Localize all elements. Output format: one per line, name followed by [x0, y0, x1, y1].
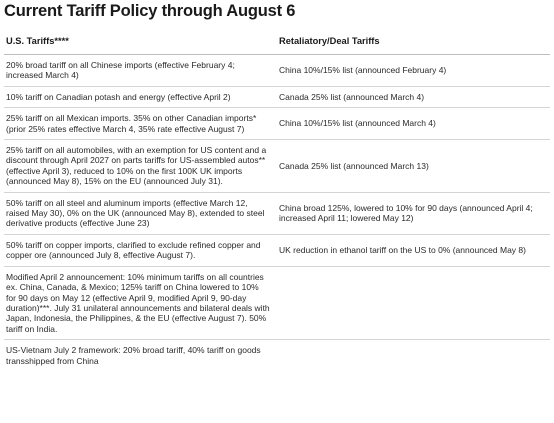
table-row: [4, 86, 550, 107]
retaliatory-tariff-cell: China 10%/15% list (announced February 4): [276, 55, 550, 87]
us-tariff-cell: 25% tariff on all automobiles, with an exemption for US content and a discount through April 2027 on parts tariffs for US-assembled autos** (effective April 3), reduced to 10% on the first 100K UK imports (announced May 8), 15% on the EU (announced July 31).: [4, 140, 276, 193]
retaliatory-tariff-cell: [276, 340, 550, 371]
retaliatory-tariff-cell: Canada 25% list (announced March 4): [276, 86, 550, 107]
us-tariff-cell: 25% tariff on all Mexican imports. 35% on other Canadian imports* (prior 25% rates effective March 4, 35% rate effective August 7): [4, 108, 276, 140]
table-row: [4, 192, 550, 234]
table-row: [4, 340, 550, 371]
table-row: [4, 140, 550, 193]
table-row: [4, 55, 550, 87]
table-row: [4, 108, 550, 140]
us-tariff-cell: US-Vietnam July 2 framework: 20% broad tariff, 40% tariff on goods transshipped from China: [6, 345, 261, 366]
column-header-retaliatory-deal-tariffs: Retaliatory/Deal Tariffs: [276, 30, 550, 55]
column-header-us-tariffs: U.S. Tariffs****: [4, 30, 276, 55]
table-header-row: [4, 30, 550, 55]
us-tariff-cell: Modified April 2 announcement: 10% minimum tariffs on all countries ex. China, Canada, & Mexico; 125% tariff on China lowered to 10% for 90 days on May 12 (effective April 9, modified April 9, 90-day duration)***. July 31 unilateral announcements and bilateral deals with Japan, Indonesia, the Philippines, & the EU (effective August 7). 50% tariff on India.: [4, 266, 276, 339]
table-row: [4, 266, 550, 339]
us-tariff-cell: 50% tariff on copper imports, clarified to exclude refined copper and copper ore (announced July 8, effective August 7).: [4, 234, 276, 266]
page-title: Current Tariff Policy through August 6: [4, 2, 296, 20]
retaliatory-tariff-cell: China 10%/15% list (announced March 4): [276, 108, 550, 140]
retaliatory-tariff-cell: UK reduction in ethanol tariff on the US to 0% (announced May 8): [276, 234, 550, 266]
us-tariff-cell: 50% tariff on all steel and aluminum imports (effective March 12, raised May 30), 0% on the UK (announced May 8), extended to steel derivative products (effective June 23): [4, 192, 276, 234]
retaliatory-tariff-cell: China broad 125%, lowered to 10% for 90 days (announced April 4; increased April 11; lowered May 12): [276, 192, 550, 234]
us-tariff-cell: 10% tariff on Canadian potash and energy (effective April 2): [4, 86, 276, 107]
retaliatory-tariff-cell: [276, 266, 550, 339]
us-tariff-cell: 20% broad tariff on all Chinese imports (effective February 4; increased March 4): [4, 55, 276, 87]
retaliatory-tariff-cell: Canada 25% list (announced March 13): [276, 140, 550, 193]
table-row: [4, 234, 550, 266]
tariff-table: [4, 30, 550, 371]
